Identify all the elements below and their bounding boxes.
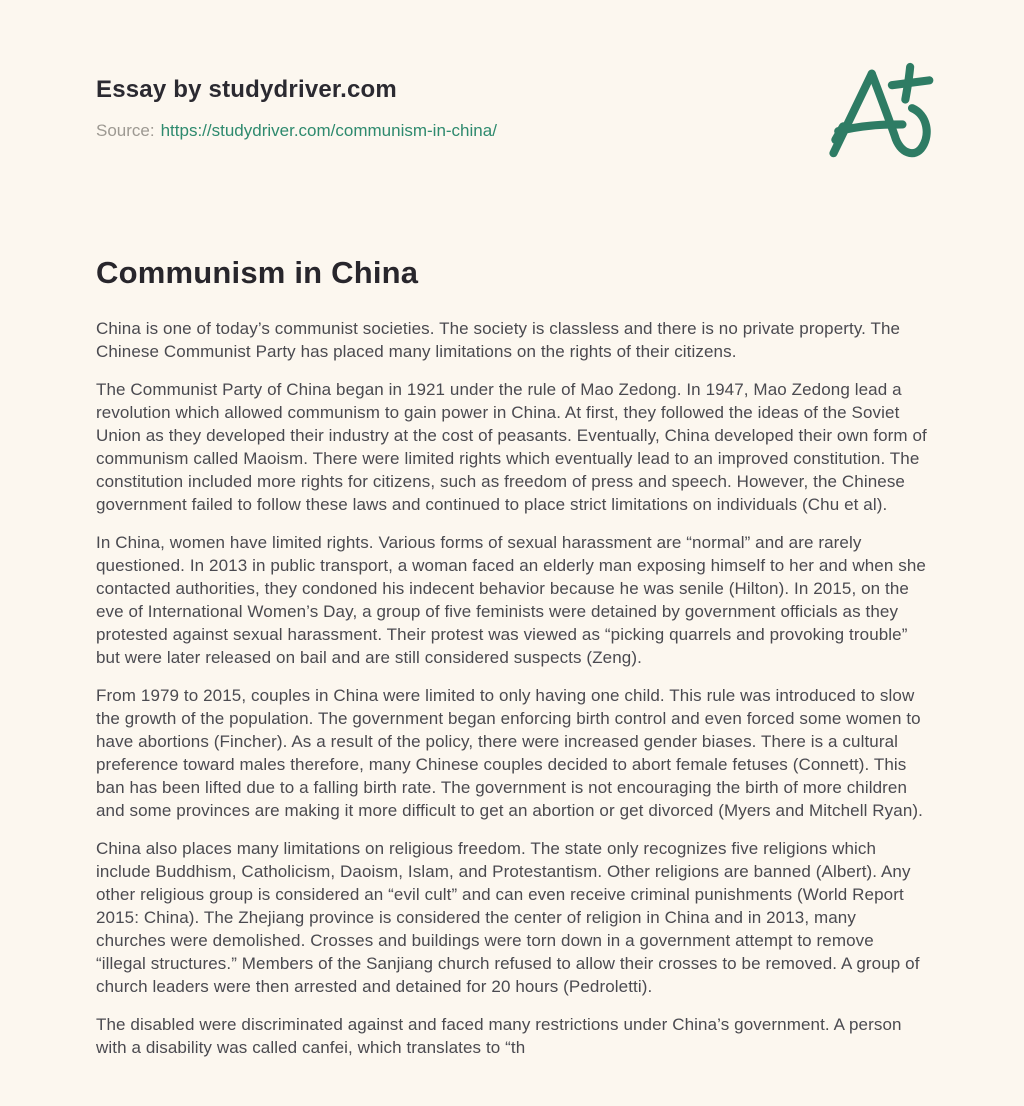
essay-paragraph-2: The Communist Party of China began in 1921 under the rule of Mao Zedong. In 1947, Mao Zedong lead a revolution which allowed communism to gain power in China. At first, they followed the ideas of the Soviet Union as they developed their industry at the cost of peasants. Eventually, China developed their own form of communism called Maoism. There were limited rights which eventually lead to an improved constitution. The constitution included more rights for citizens, such as freedom of press and speech. However, the Chinese government failed to follow these laws and continued to place strict limitations on individuals (Chu et al). bbox=[96, 380, 927, 514]
source-link[interactable]: https://studydriver.com/communism-in-china/ bbox=[160, 121, 497, 140]
essay-content bbox=[96, 255, 928, 1059]
page-header bbox=[96, 76, 928, 141]
essay-title: Communism in China bbox=[96, 255, 419, 290]
essay-paragraph-5: China also places many limitations on religious freedom. The state only recognizes five religions which include Buddhism, Catholicism, Daoism, Islam, and Protestantism. Other religions are banned (Albert). Any other religious group is considered an “evil cult” and can even receive criminal punishments (World Report 2015: China). The Zhejiang province is considered the center of religion in China and in 2013, many churches were demolished. Crosses and buildings were torn down in a government attempt to remove “illegal structures.” Members of the Sanjiang church refused to allow their crosses to be removed. A group of church leaders were then arrested and detained for 20 hours (Pedroletti). bbox=[96, 839, 920, 996]
byline: Essay by studydriver.com bbox=[96, 76, 397, 103]
source-line bbox=[96, 121, 928, 141]
source-label: Source: bbox=[96, 121, 155, 140]
essay-paragraph-1: China is one of today’s communist societies. The society is classless and there is no private property. The Chinese Communist Party has placed many limitations on the rights of their citizens. bbox=[96, 319, 901, 361]
essay-paragraph-4: From 1979 to 2015, couples in China were limited to only having one child. This rule was introduced to slow the growth of the population. The government began enforcing birth control and even forced some women to have abortions (Fincher). As a result of the policy, there were increased gender biases. There is a cultural preference toward males therefore, many Chinese couples decided to abort female fetuses (Connett). This ban has been lifted due to a falling birth rate. The government is not encouraging the birth of more children and some provinces are making it more difficult to get an abortion or get divorced (Myers and Mitchell Ryan). bbox=[96, 686, 923, 820]
essay-paragraph-6: The disabled were discriminated against and faced many restrictions under China’s government. A person with a disability was called canfei, which translates to “th bbox=[96, 1015, 902, 1057]
studydriver-a-plus-logo bbox=[821, 58, 936, 166]
essay-paragraph-3: In China, women have limited rights. Various forms of sexual harassment are “normal” and are rarely questioned. In 2013 in public transport, a woman faced an elderly man exposing himself to her and when she contacted authorities, they condoned his indecent behavior because he was senile (Hilton). In 2015, on the eve of International Women’s Day, a group of five feminists were detained by government officials as they protested against sexual harassment. Their protest was viewed as “picking quarrels and provoking trouble” but were later released on bail and are still considered suspects (Zeng). bbox=[96, 533, 926, 667]
logo-plus-horizontal bbox=[892, 80, 929, 85]
